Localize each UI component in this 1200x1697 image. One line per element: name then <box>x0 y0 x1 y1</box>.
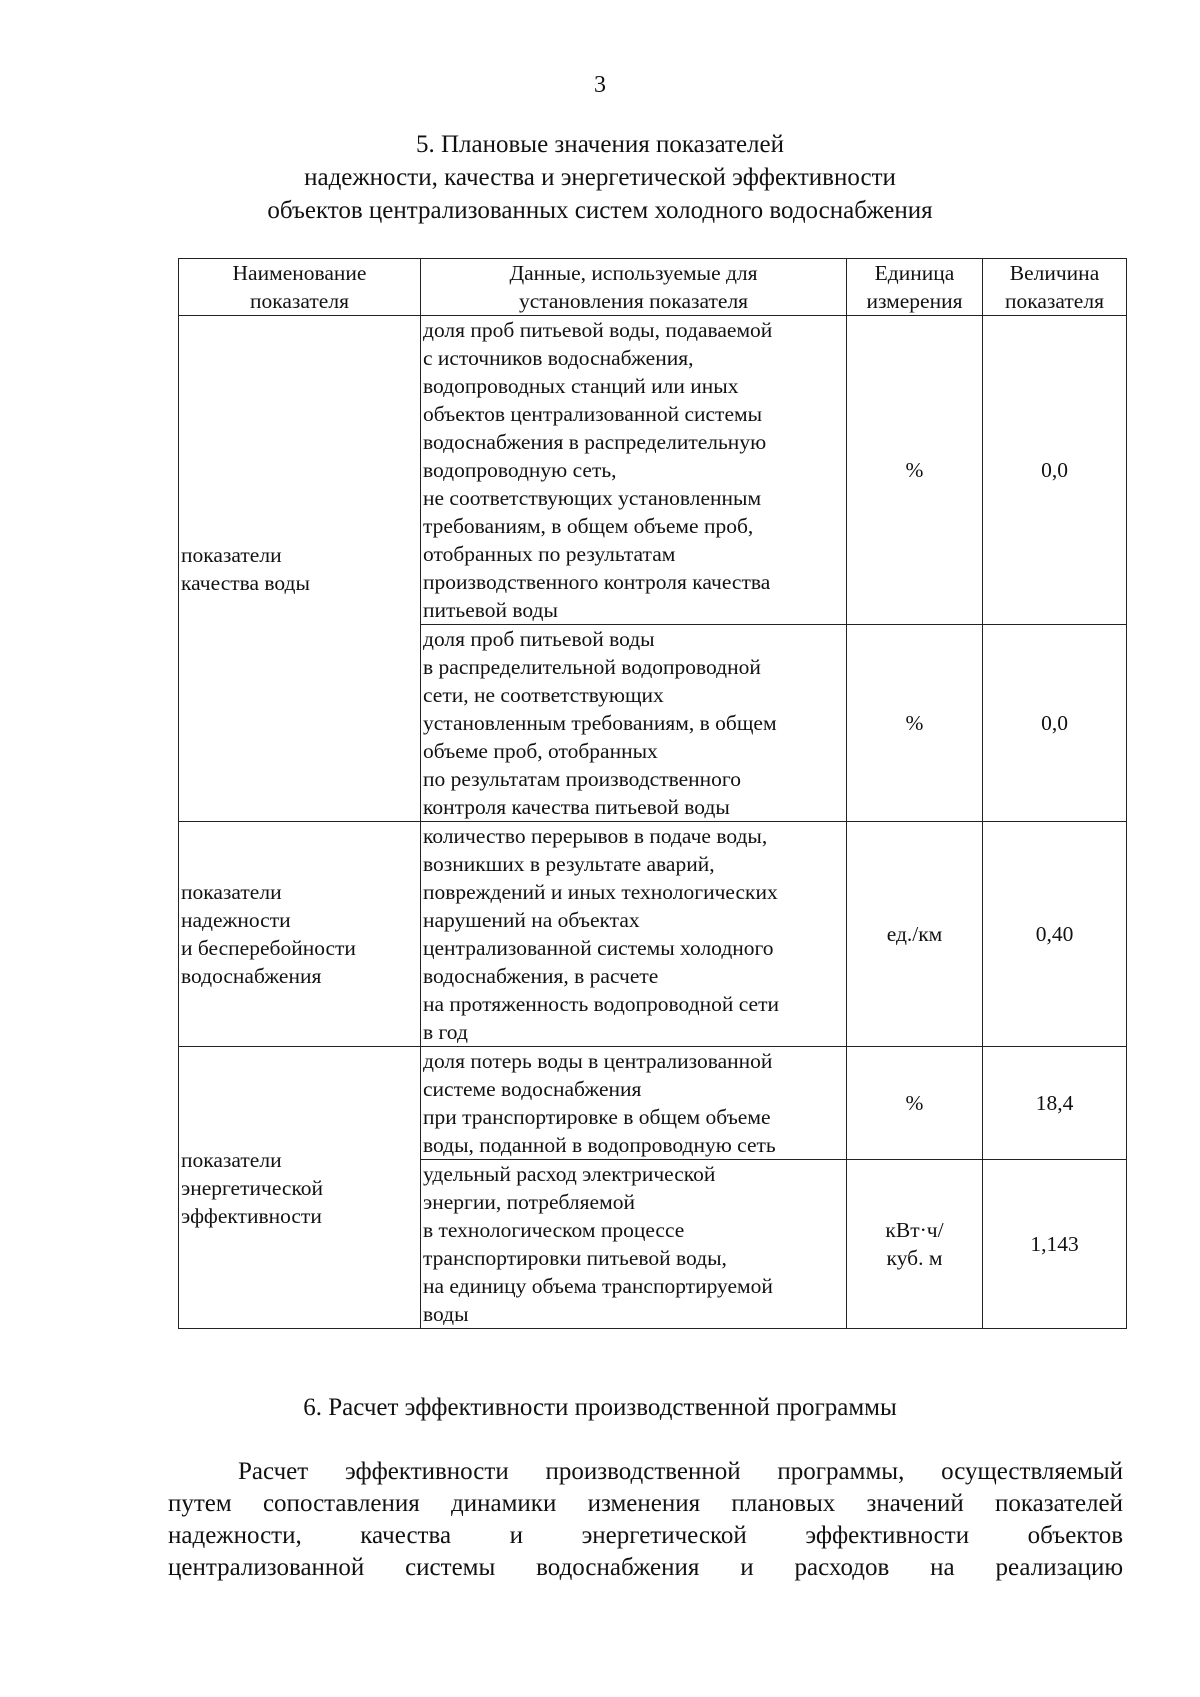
paragraph-line: Расчет эффективности производственной программы, осуществляемый <box>238 1458 1123 1485</box>
description-line: доля проб питьевой воды, подаваемой <box>423 318 773 342</box>
section-6-title: 6. Расчет эффективности производственной программы <box>303 1394 897 1421</box>
header-text: установления показателя <box>518 289 749 313</box>
description-line: на единицу объема транспортируемой <box>423 1274 773 1298</box>
description-line: воды <box>423 1302 469 1326</box>
group-name-line: водоснабжения <box>181 964 322 988</box>
unit-cell <box>847 1160 983 1329</box>
group-name-line: энергетической <box>181 1175 324 1200</box>
header-text: измерения <box>866 289 963 313</box>
header-data <box>421 259 847 316</box>
unit-line: % <box>905 458 924 482</box>
description-line: водопроводных станций или иных <box>423 374 739 398</box>
table-header-row <box>179 259 1127 316</box>
header-name <box>179 259 421 316</box>
description-line: доля проб питьевой воды <box>423 627 655 651</box>
unit-line: % <box>905 1091 924 1115</box>
description-line: в год <box>423 1020 468 1044</box>
page-number: 3 <box>594 72 606 98</box>
description-line: объеме проб, отобранных <box>423 739 658 763</box>
description-line: энергии, потребляемой <box>423 1190 635 1214</box>
description-line: системе водоснабжения <box>423 1077 642 1101</box>
unit-cell <box>847 316 983 625</box>
value-cell: 0,40 <box>983 822 1127 1047</box>
table-row <box>179 1047 1127 1160</box>
unit-line: кВт·ч/ <box>885 1218 944 1242</box>
header-text: Единица <box>874 261 955 285</box>
description-line: отобранных по результатам <box>423 542 676 566</box>
value-cell: 0,0 <box>983 316 1127 625</box>
description-line: на протяженность водопроводной сети <box>423 992 779 1016</box>
unit-cell <box>847 822 983 1047</box>
table-body <box>179 316 1127 1329</box>
indicators-table <box>178 258 1127 1329</box>
description-line: удельный расход электрической <box>423 1162 716 1186</box>
description-line: водоснабжения, в расчете <box>423 964 659 988</box>
indicator-group-name <box>179 316 421 822</box>
paragraph-line: путем сопоставления динамики изменения плановых значений показателей <box>168 1490 1123 1517</box>
description-line: доля потерь воды в централизованной <box>423 1049 773 1073</box>
description-line: по результатам производственного <box>423 767 741 791</box>
header-text: Данные, используемые для <box>509 261 758 285</box>
description-line: водопроводную сеть, <box>423 458 617 482</box>
table-row <box>179 316 1127 625</box>
value-cell: 0,0 <box>983 625 1127 822</box>
description-line: не соответствующих установленным <box>423 486 762 510</box>
header-text: Величина <box>1009 261 1100 285</box>
unit-line: куб. м <box>886 1246 943 1270</box>
description-line: питьевой воды <box>423 598 558 622</box>
unit-line: % <box>905 711 924 735</box>
description-line: контроля качества питьевой воды <box>423 795 730 819</box>
indicator-description <box>421 1160 847 1329</box>
section-6-paragraph <box>168 1456 1123 1584</box>
group-name-line: показатели <box>181 1147 282 1172</box>
description-line: повреждений и иных технологических <box>423 880 778 904</box>
header-text: показателя <box>1005 289 1104 313</box>
group-name-line: показатели <box>181 542 282 567</box>
header-text: Наименование <box>232 261 367 285</box>
group-name-line: качества воды <box>181 570 310 595</box>
description-line: производственного контроля качества <box>423 570 771 594</box>
section-5-title <box>0 128 1200 227</box>
description-line: требованиям, в общем объеме проб, <box>423 514 754 538</box>
header-unit <box>847 259 983 316</box>
section-5-title-line: 5. Плановые значения показателей <box>415 131 785 158</box>
indicator-description <box>421 822 847 1047</box>
header-value <box>983 259 1127 316</box>
description-line: в технологическом процессе <box>423 1218 685 1242</box>
indicator-description <box>421 1047 847 1160</box>
description-line: водоснабжения в распределительную <box>423 430 767 454</box>
indicator-group-name <box>179 822 421 1047</box>
indicator-description <box>421 316 847 625</box>
group-name-line: надежности <box>181 908 291 932</box>
unit-cell <box>847 1047 983 1160</box>
description-line: возникших в результате аварий, <box>423 852 715 876</box>
description-line: транспортировки питьевой воды, <box>423 1246 727 1270</box>
description-line: сети, не соответствующих <box>423 683 664 707</box>
header-text: показателя <box>250 289 349 313</box>
section-5-title-line: надежности, качества и энергетической эффективности <box>304 164 896 191</box>
group-name-line: эффективности <box>181 1203 322 1228</box>
value-cell: 1,143 <box>983 1160 1127 1329</box>
paragraph-line: надежности, качества и энергетической эффективности объектов <box>168 1522 1123 1549</box>
description-line: при транспортировке в общем объеме <box>423 1105 771 1129</box>
description-line: централизованной системы холодного <box>423 936 774 960</box>
indicator-description <box>421 625 847 822</box>
value-cell: 18,4 <box>983 1047 1127 1160</box>
indicator-group-name <box>179 1047 421 1329</box>
unit-line: ед./км <box>886 922 943 946</box>
section-5-title-line: объектов централизованных систем холодного водоснабжения <box>267 197 933 224</box>
description-line: количество перерывов в подаче воды, <box>423 824 768 848</box>
description-line: в распределительной водопроводной <box>423 655 761 679</box>
group-name-line: и бесперебойности <box>181 936 356 960</box>
table-row <box>179 822 1127 1047</box>
description-line: с источников водоснабжения, <box>423 346 694 370</box>
unit-cell <box>847 625 983 822</box>
description-line: воды, поданной в водопроводную сеть <box>423 1133 776 1157</box>
description-line: нарушений на объектах <box>423 908 640 932</box>
group-name-line: показатели <box>181 880 282 904</box>
description-line: объектов централизованной системы <box>423 402 763 426</box>
description-line: установленным требованиям, в общем <box>423 711 777 735</box>
paragraph-line: централизованной системы водоснабжения и расходов на реализацию <box>168 1554 1123 1581</box>
